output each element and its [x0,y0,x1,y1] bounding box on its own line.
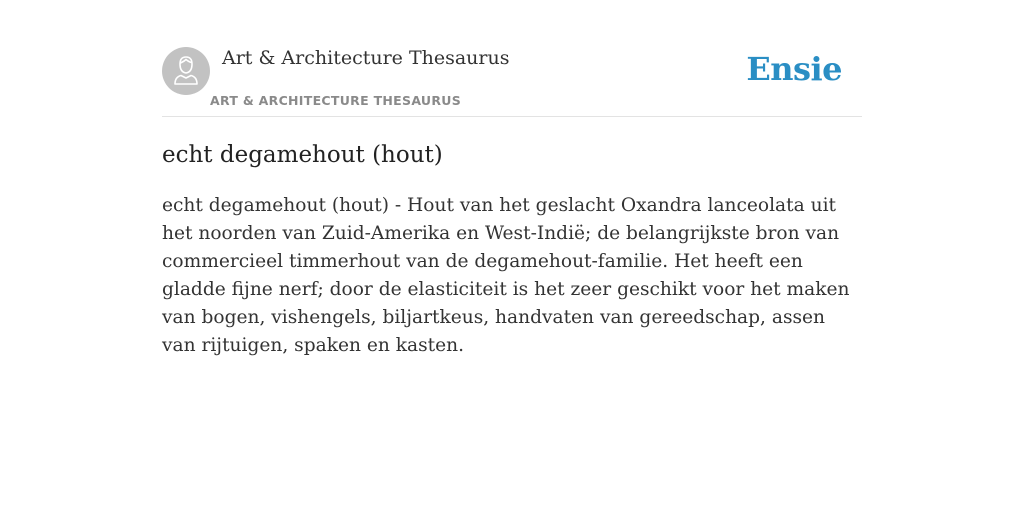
source-header [162,40,862,117]
source-subtitle[interactable]: ART & ARCHITECTURE THESAURUS [210,93,462,108]
avatar[interactable] [162,47,210,95]
brand-logo[interactable]: Ensie [746,50,842,88]
definition-text: echt degamehout (hout) - Hout van het geslacht Oxandra lanceolata uit het noorden van Zuid-Amerika en West-Indië; de belangrijkste bron van commercieel timmerhout van de degamehout-familie. Het heeft een gladde fijne nerf; door de elasticiteit is het zeer geschikt voor het maken van bogen, vishengels, biljartkeus, handvaten van gereedschap, assen van rijtuigen, spaken en kasten. [162,195,850,356]
user-icon [162,47,210,95]
source-title[interactable]: Art & Architecture Thesaurus [222,47,510,69]
page-title: echt degamehout (hout) [162,142,443,168]
